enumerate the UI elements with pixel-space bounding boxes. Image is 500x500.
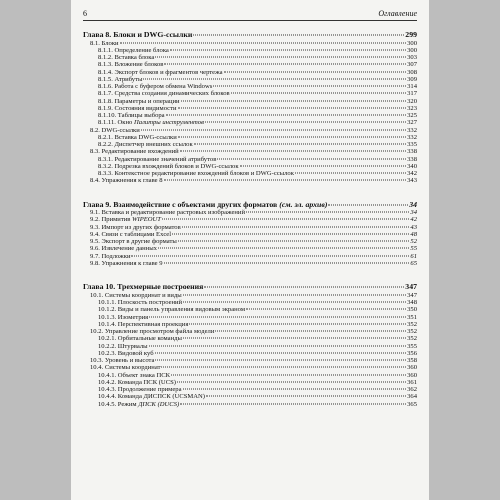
toc-page-number: 314 — [407, 83, 417, 91]
toc-page-number: 352 — [407, 328, 417, 336]
toc-entry-row — [83, 393, 417, 400]
dot-leader — [164, 180, 407, 181]
toc-entry-title — [98, 112, 165, 119]
toc-entry-row — [83, 321, 417, 328]
toc-entry-row — [83, 357, 417, 364]
toc-entry-title — [98, 401, 179, 408]
book-page — [71, 0, 429, 500]
toc-entry-row — [83, 170, 417, 177]
toc-entry-title-text: 8.3.1. Редактирование значений атрибутов — [98, 155, 217, 163]
toc-entry-title — [90, 148, 179, 155]
toc-page-number: 61 — [410, 252, 417, 260]
toc-page-number: 48 — [410, 230, 417, 238]
toc-entry-title-text: 10.4.4. Команда ДИСПСК (UCSMAN) — [98, 393, 206, 401]
toc-entry-row — [83, 141, 417, 148]
toc-entry-title — [90, 292, 182, 299]
toc-entry-title — [98, 156, 216, 163]
toc-entry-row — [83, 260, 417, 267]
toc-page-number: 309 — [407, 75, 417, 83]
dot-leader — [205, 122, 406, 123]
toc-page-number: 34 — [410, 209, 417, 217]
toc-entry-title — [98, 335, 182, 342]
toc-entry-title-text: 9.3. Импорт из других форматов — [90, 223, 181, 231]
toc-entry-title-text: Глава 9. Взаимодействие с объектами других форматов — [83, 199, 280, 209]
dot-leader — [246, 212, 409, 213]
toc-entry-row — [83, 299, 417, 306]
dot-leader — [155, 57, 406, 58]
toc-page-number: 361 — [407, 378, 417, 386]
table-of-contents — [83, 31, 417, 408]
toc-entry-title — [98, 372, 170, 379]
toc-page-number: 362 — [407, 386, 417, 394]
toc-entry-title — [90, 177, 163, 184]
toc-page-number: 300 — [407, 39, 417, 47]
dot-leader — [164, 64, 406, 65]
dot-leader — [180, 151, 406, 152]
toc-entry-title — [98, 386, 182, 393]
toc-entry-title-text: 8.1.10. Таблицы выбора — [98, 112, 165, 120]
toc-entry-row — [83, 209, 417, 216]
toc-entry-title-text: 10.2.2. Штурвалы — [98, 342, 148, 350]
toc-entry-title-text: 10.2. Управление просмотром файла модели — [90, 328, 215, 336]
toc-entry-title-text: 10.1.1. Плоскость построений — [98, 299, 183, 307]
dot-leader — [231, 93, 406, 94]
dot-leader — [224, 71, 407, 72]
dot-leader — [183, 338, 406, 339]
toc-page-number: 351 — [407, 313, 417, 321]
toc-page-number: 43 — [410, 223, 417, 231]
dot-leader — [166, 115, 407, 116]
toc-entry-title — [90, 127, 140, 134]
toc-page-number: 34 — [409, 199, 417, 209]
toc-entry-row — [83, 292, 417, 299]
dot-leader — [172, 233, 409, 234]
dot-leader — [120, 42, 407, 43]
toc-entry-row — [83, 127, 417, 134]
toc-entry-title — [98, 134, 177, 141]
toc-entry-row — [83, 231, 417, 238]
dot-leader — [178, 136, 406, 137]
toc-entry-title — [98, 54, 154, 61]
toc-page-number: 356 — [407, 349, 417, 357]
dot-leader — [193, 35, 404, 36]
toc-entry-title — [98, 98, 180, 105]
toc-entry-row — [83, 253, 417, 260]
toc-entry-row — [83, 177, 417, 184]
toc-entry-title-text: 9.6. Извлечение данных — [90, 245, 157, 253]
toc-page-number: 352 — [407, 320, 417, 328]
toc-entry-title-italic: Палитры инструментов — [133, 119, 204, 127]
dot-leader — [178, 241, 410, 242]
toc-entry-row — [83, 119, 417, 126]
toc-page-number: 365 — [407, 400, 417, 408]
toc-entry-title — [90, 209, 245, 216]
toc-entry-row — [83, 90, 417, 97]
toc-entry-title — [98, 141, 193, 148]
toc-entry-title — [98, 299, 182, 306]
toc-entry-title-text: 9.7. Подложки — [90, 252, 131, 260]
toc-page-number: 300 — [407, 46, 417, 54]
toc-entry-title — [83, 31, 192, 40]
toc-entry-row — [83, 372, 417, 379]
section-title: Оглавление — [378, 9, 417, 18]
toc-entry-title-text: 9.8. Упражнения к главе 9 — [90, 259, 163, 267]
chapter-gap — [83, 185, 417, 201]
toc-entry-title-text: 8.3.2. Подрезка вхождений блоков и DWG-ссылок — [98, 162, 239, 170]
toc-entry-title-text: 10.2.3. Видовой куб — [98, 349, 154, 357]
dot-leader — [171, 374, 406, 375]
dot-leader — [155, 360, 406, 361]
toc-entry-title-text: 10.1. Системы координат и виды — [90, 291, 182, 299]
toc-page-number: 307 — [407, 61, 417, 69]
toc-entry-row — [83, 224, 417, 231]
toc-page-number: 338 — [407, 155, 417, 163]
toc-entry-title-text: 8.2.2. Диспетчер внешних ссылок — [98, 141, 193, 149]
dot-leader — [295, 173, 406, 174]
toc-entry-row — [83, 216, 417, 223]
toc-entry-title — [90, 231, 171, 238]
toc-page-number: 332 — [407, 126, 417, 134]
chapter-gap — [83, 267, 417, 283]
toc-page-number: 55 — [410, 245, 417, 253]
toc-entry-title-text: 8.1. Блоки — [90, 39, 119, 47]
toc-entry-title — [98, 343, 148, 350]
toc-entry-title-text: 8.3.3. Контекстное редактирование вхождений блоков и DWG-ссылок — [98, 170, 294, 178]
dot-leader — [141, 129, 406, 130]
toc-entry-title — [90, 216, 161, 223]
toc-page-number: 347 — [405, 282, 417, 292]
toc-entry-title — [98, 83, 212, 90]
toc-entry-title — [83, 201, 327, 210]
dot-leader — [183, 389, 407, 390]
dot-leader — [194, 144, 406, 145]
toc-entry-title-text: 10.4.3. Продолжение примера — [98, 386, 182, 394]
toc-entry-title-text: 8.1.5. Атрибуты — [98, 75, 143, 83]
toc-entry-row — [83, 112, 417, 119]
toc-entry-title — [98, 119, 204, 126]
toc-page-number: 352 — [407, 335, 417, 343]
toc-entry-title — [90, 253, 130, 260]
toc-entry-title-text: 8.1.11. Окно — [98, 119, 134, 127]
toc-entry-row — [83, 335, 417, 342]
dot-leader — [246, 309, 406, 310]
toc-page-number: 332 — [407, 133, 417, 141]
dot-leader — [181, 100, 407, 101]
toc-entry-title-text: 10.3. Уровень и высота — [90, 357, 155, 365]
dot-leader — [164, 262, 410, 263]
toc-entry-row — [83, 83, 417, 90]
toc-page-number: 52 — [410, 238, 417, 246]
toc-entry-title — [98, 76, 142, 83]
toc-page-number: 348 — [407, 299, 417, 307]
toc-entry-title-italic: (см. эл. архив) — [279, 199, 328, 209]
toc-entry-title — [98, 314, 148, 321]
dot-leader — [182, 226, 410, 227]
toc-page-number: 335 — [407, 141, 417, 149]
toc-page-number: 343 — [407, 177, 417, 185]
toc-page-number: 364 — [407, 393, 417, 401]
dot-leader — [149, 345, 407, 346]
toc-entry-title-text: 8.2. DWG-ссылки — [90, 126, 140, 134]
toc-entry-title-text: 8.1.8. Параметры и операции — [98, 97, 180, 105]
toc-page-number: 338 — [407, 148, 417, 156]
toc-entry-title-text: 8.1.2. Вставка блока — [98, 54, 155, 62]
dot-leader — [178, 107, 407, 108]
toc-entry-row — [83, 156, 417, 163]
toc-entry-row — [83, 134, 417, 141]
toc-entry-title-text: 8.1.1. Определение блока — [98, 46, 169, 54]
toc-entry-row — [83, 364, 417, 371]
toc-entry-title-text: 8.2.1. Вставка DWG-ссылки — [98, 133, 177, 141]
dot-leader — [183, 294, 406, 295]
toc-entry-title — [90, 238, 177, 245]
toc-entry-title — [90, 40, 119, 47]
toc-chapter-row — [83, 283, 417, 292]
dot-leader — [131, 255, 409, 256]
toc-entry-title — [98, 321, 188, 328]
toc-entry-row — [83, 343, 417, 350]
dot-leader — [189, 323, 406, 324]
toc-entry-title — [90, 245, 157, 252]
page-number: 6 — [83, 9, 87, 18]
toc-entry-row — [83, 61, 417, 68]
toc-entry-title — [90, 364, 160, 371]
toc-entry-row — [83, 47, 417, 54]
dot-leader — [143, 78, 406, 79]
dot-leader — [161, 367, 406, 368]
dot-leader — [170, 49, 406, 50]
toc-entry-title-text: 10.1.3. Изометрия — [98, 313, 149, 321]
dot-leader — [204, 287, 404, 288]
toc-entry-title — [98, 170, 294, 177]
toc-entry-title-text: 9.1. Вставка и редактирование растровых изображений — [90, 209, 245, 217]
toc-entry-title-text: 9.4. Связи с таблицами Excel — [90, 230, 172, 238]
toc-page-number: 347 — [407, 291, 417, 299]
toc-entry-title — [90, 357, 154, 364]
toc-entry-title — [98, 350, 154, 357]
toc-entry-title-text: 8.1.6. Работа с буфером обмена Windows — [98, 83, 213, 91]
toc-entry-title-text: Глава 8. Блоки и DWG-ссылки — [83, 30, 193, 39]
page-header — [83, 8, 417, 21]
toc-entry-row — [83, 163, 417, 170]
toc-entry-title-text: 8.1.4. Экспорт блоков и фрагментов чертежа — [98, 68, 223, 76]
toc-entry-row — [83, 401, 417, 408]
toc-entry-title-text: 10.4.5. Режим — [98, 400, 139, 408]
toc-entry-row — [83, 350, 417, 357]
toc-page-number: 327 — [407, 119, 417, 127]
toc-entry-title — [98, 379, 176, 386]
toc-entry-title — [90, 224, 181, 231]
toc-page-number: 340 — [407, 162, 417, 170]
toc-page-number: 360 — [407, 364, 417, 372]
toc-entry-row — [83, 54, 417, 61]
dot-leader — [240, 165, 407, 166]
toc-entry-row — [83, 245, 417, 252]
toc-entry-title — [98, 90, 230, 97]
toc-entry-title-italic: WIPEOUT — [132, 216, 161, 224]
toc-entry-title-text: 8.1.9. Состояния видимости — [98, 104, 177, 112]
toc-entry-title — [98, 69, 223, 76]
toc-entry-title-text: Глава 10. Трехмерные построения — [83, 282, 204, 292]
toc-entry-title — [90, 260, 163, 267]
dot-leader — [328, 204, 408, 205]
toc-entry-title-text: 10.1.4. Перспективная проекция — [98, 320, 189, 328]
toc-page-number: 303 — [407, 54, 417, 62]
toc-page-number: 355 — [407, 342, 417, 350]
toc-chapter-row — [83, 31, 417, 40]
toc-entry-title — [98, 47, 169, 54]
toc-page-number: 350 — [407, 306, 417, 314]
toc-page-number: 65 — [410, 259, 417, 267]
toc-page-number: 342 — [407, 170, 417, 178]
toc-entry-title-text: 10.4.2. Команда ПСК (UCS) — [98, 378, 176, 386]
toc-entry-title — [98, 105, 177, 112]
toc-entry-title-text: 8.1.7. Средства создания динамических блоков — [98, 90, 230, 98]
toc-entry-row — [83, 379, 417, 386]
dot-leader — [162, 219, 409, 220]
toc-entry-title — [98, 163, 239, 170]
toc-entry-title — [98, 393, 205, 400]
dot-leader — [180, 403, 406, 404]
dot-leader — [155, 352, 407, 353]
dot-leader — [215, 331, 406, 332]
toc-entry-title-text: 9.2. Примитив — [90, 216, 132, 224]
dot-leader — [183, 302, 406, 303]
toc-entry-row — [83, 105, 417, 112]
toc-entry-title — [98, 61, 163, 68]
toc-entry-title-text: 10.1.2. Виды и панель управления видовым экраном — [98, 306, 245, 314]
toc-page-number: 358 — [407, 357, 417, 365]
dot-leader — [149, 316, 406, 317]
toc-entry-row — [83, 386, 417, 393]
toc-entry-row — [83, 69, 417, 76]
toc-entry-row — [83, 98, 417, 105]
toc-entry-title-text: 9.5. Экспорт в другие форматы — [90, 238, 177, 246]
dot-leader — [177, 381, 406, 382]
toc-page-number: 320 — [407, 97, 417, 105]
toc-entry-title-text: 8.4. Упражнения к главе 8 — [90, 177, 163, 185]
toc-page-number: 325 — [407, 112, 417, 120]
toc-page-number: 323 — [407, 104, 417, 112]
toc-chapter-row — [83, 201, 417, 210]
toc-entry-row — [83, 306, 417, 313]
toc-entry-title-text: 10.2.1. Орбитальные команды — [98, 335, 182, 343]
dot-leader — [206, 396, 406, 397]
dot-leader — [217, 158, 406, 159]
toc-entry-title-text: 10.4.1. Объект знака ПСК — [98, 371, 171, 379]
toc-entry-title — [90, 328, 214, 335]
toc-page-number: 299 — [405, 30, 417, 39]
toc-page-number: 317 — [407, 90, 417, 98]
toc-entry-row — [83, 148, 417, 155]
toc-entry-row — [83, 40, 417, 47]
toc-entry-title — [98, 306, 245, 313]
dot-leader — [213, 86, 406, 87]
toc-entry-title-text: 10.4. Системы координат — [90, 364, 161, 372]
toc-entry-title-text: 8.3. Редактирование вхождений — [90, 148, 179, 156]
dot-leader — [158, 248, 409, 249]
toc-entry-title — [83, 283, 203, 292]
toc-page-number: 308 — [407, 68, 417, 76]
toc-page-number: 42 — [410, 216, 417, 224]
toc-entry-row — [83, 328, 417, 335]
toc-entry-title-italic: ДПСК (DUCS) — [138, 400, 180, 408]
toc-entry-title-text: 8.1.3. Вложение блоков — [98, 61, 164, 69]
toc-page-number: 360 — [407, 371, 417, 379]
toc-entry-row — [83, 76, 417, 83]
toc-entry-row — [83, 238, 417, 245]
toc-entry-row — [83, 314, 417, 321]
